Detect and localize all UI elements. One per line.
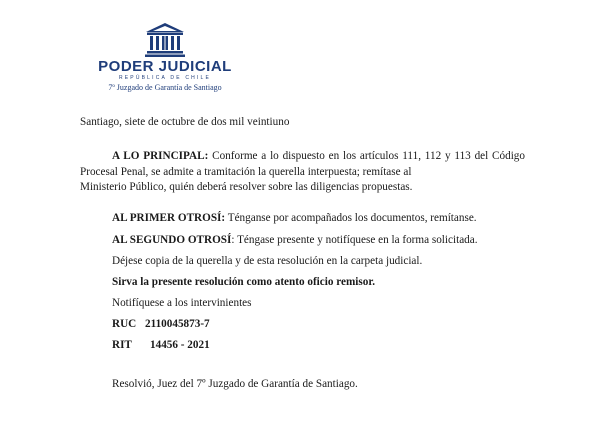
primer-otrosi-text: Ténganse por acompañados los documentos, remítanse. <box>225 212 477 224</box>
court-name: 7º Juzgado de Garantía de Santiago <box>108 83 222 92</box>
principal-first-line <box>80 150 488 162</box>
principal-paragraph <box>80 149 525 196</box>
institution-subtitle: REPÚBLICA DE CHILE <box>118 75 212 81</box>
courthouse-logo-icon <box>144 22 186 58</box>
segundo-otrosi-text: : Téngase presente y notifíquese en la forma solicitada. <box>231 234 478 246</box>
principal-line-3: Ministerio Público, quién deberá resolver sobre las diligencias propuestas. <box>80 181 413 193</box>
principal-line-2: Código Procesal Penal, se admite a tramitación la querella interpuesta; remítase al <box>80 150 525 178</box>
letterhead <box>80 22 250 92</box>
primer-otrosi-line <box>112 211 477 227</box>
rit-value: 14456 - 2021 <box>150 339 210 351</box>
principal-line-1: Conforme a lo dispuesto en los artículos 111, 112 y 113 del <box>208 150 489 162</box>
segundo-otrosi-line <box>112 233 478 249</box>
principal-label: A LO PRINCIPAL: <box>112 150 209 162</box>
date-line: Santiago, siete de octubre de dos mil veintiuno <box>80 116 290 128</box>
oficio-line: Sirva la presente resolución como atento oficio remisor. <box>112 276 376 288</box>
rit-line <box>112 338 210 354</box>
copia-line: Déjese copia de la querella y de esta resolución en la carpeta judicial. <box>112 255 423 267</box>
primer-otrosi-label: AL PRIMER OTROSÍ: <box>112 212 226 224</box>
institution-name: PODER JUDICIAL <box>98 58 232 75</box>
signature-line: Resolvió, Juez del 7º Juzgado de Garantía de Santiago. <box>112 378 358 390</box>
ruc-label: RUC <box>112 318 137 330</box>
segundo-otrosi-label: AL SEGUNDO OTROSÍ <box>112 234 232 246</box>
rit-label: RIT <box>112 339 132 351</box>
ruc-value: 2110045873-7 <box>145 318 210 330</box>
notifiquese-line: Notifíquese a los intervinientes <box>112 297 252 309</box>
ruc-line <box>112 317 210 333</box>
